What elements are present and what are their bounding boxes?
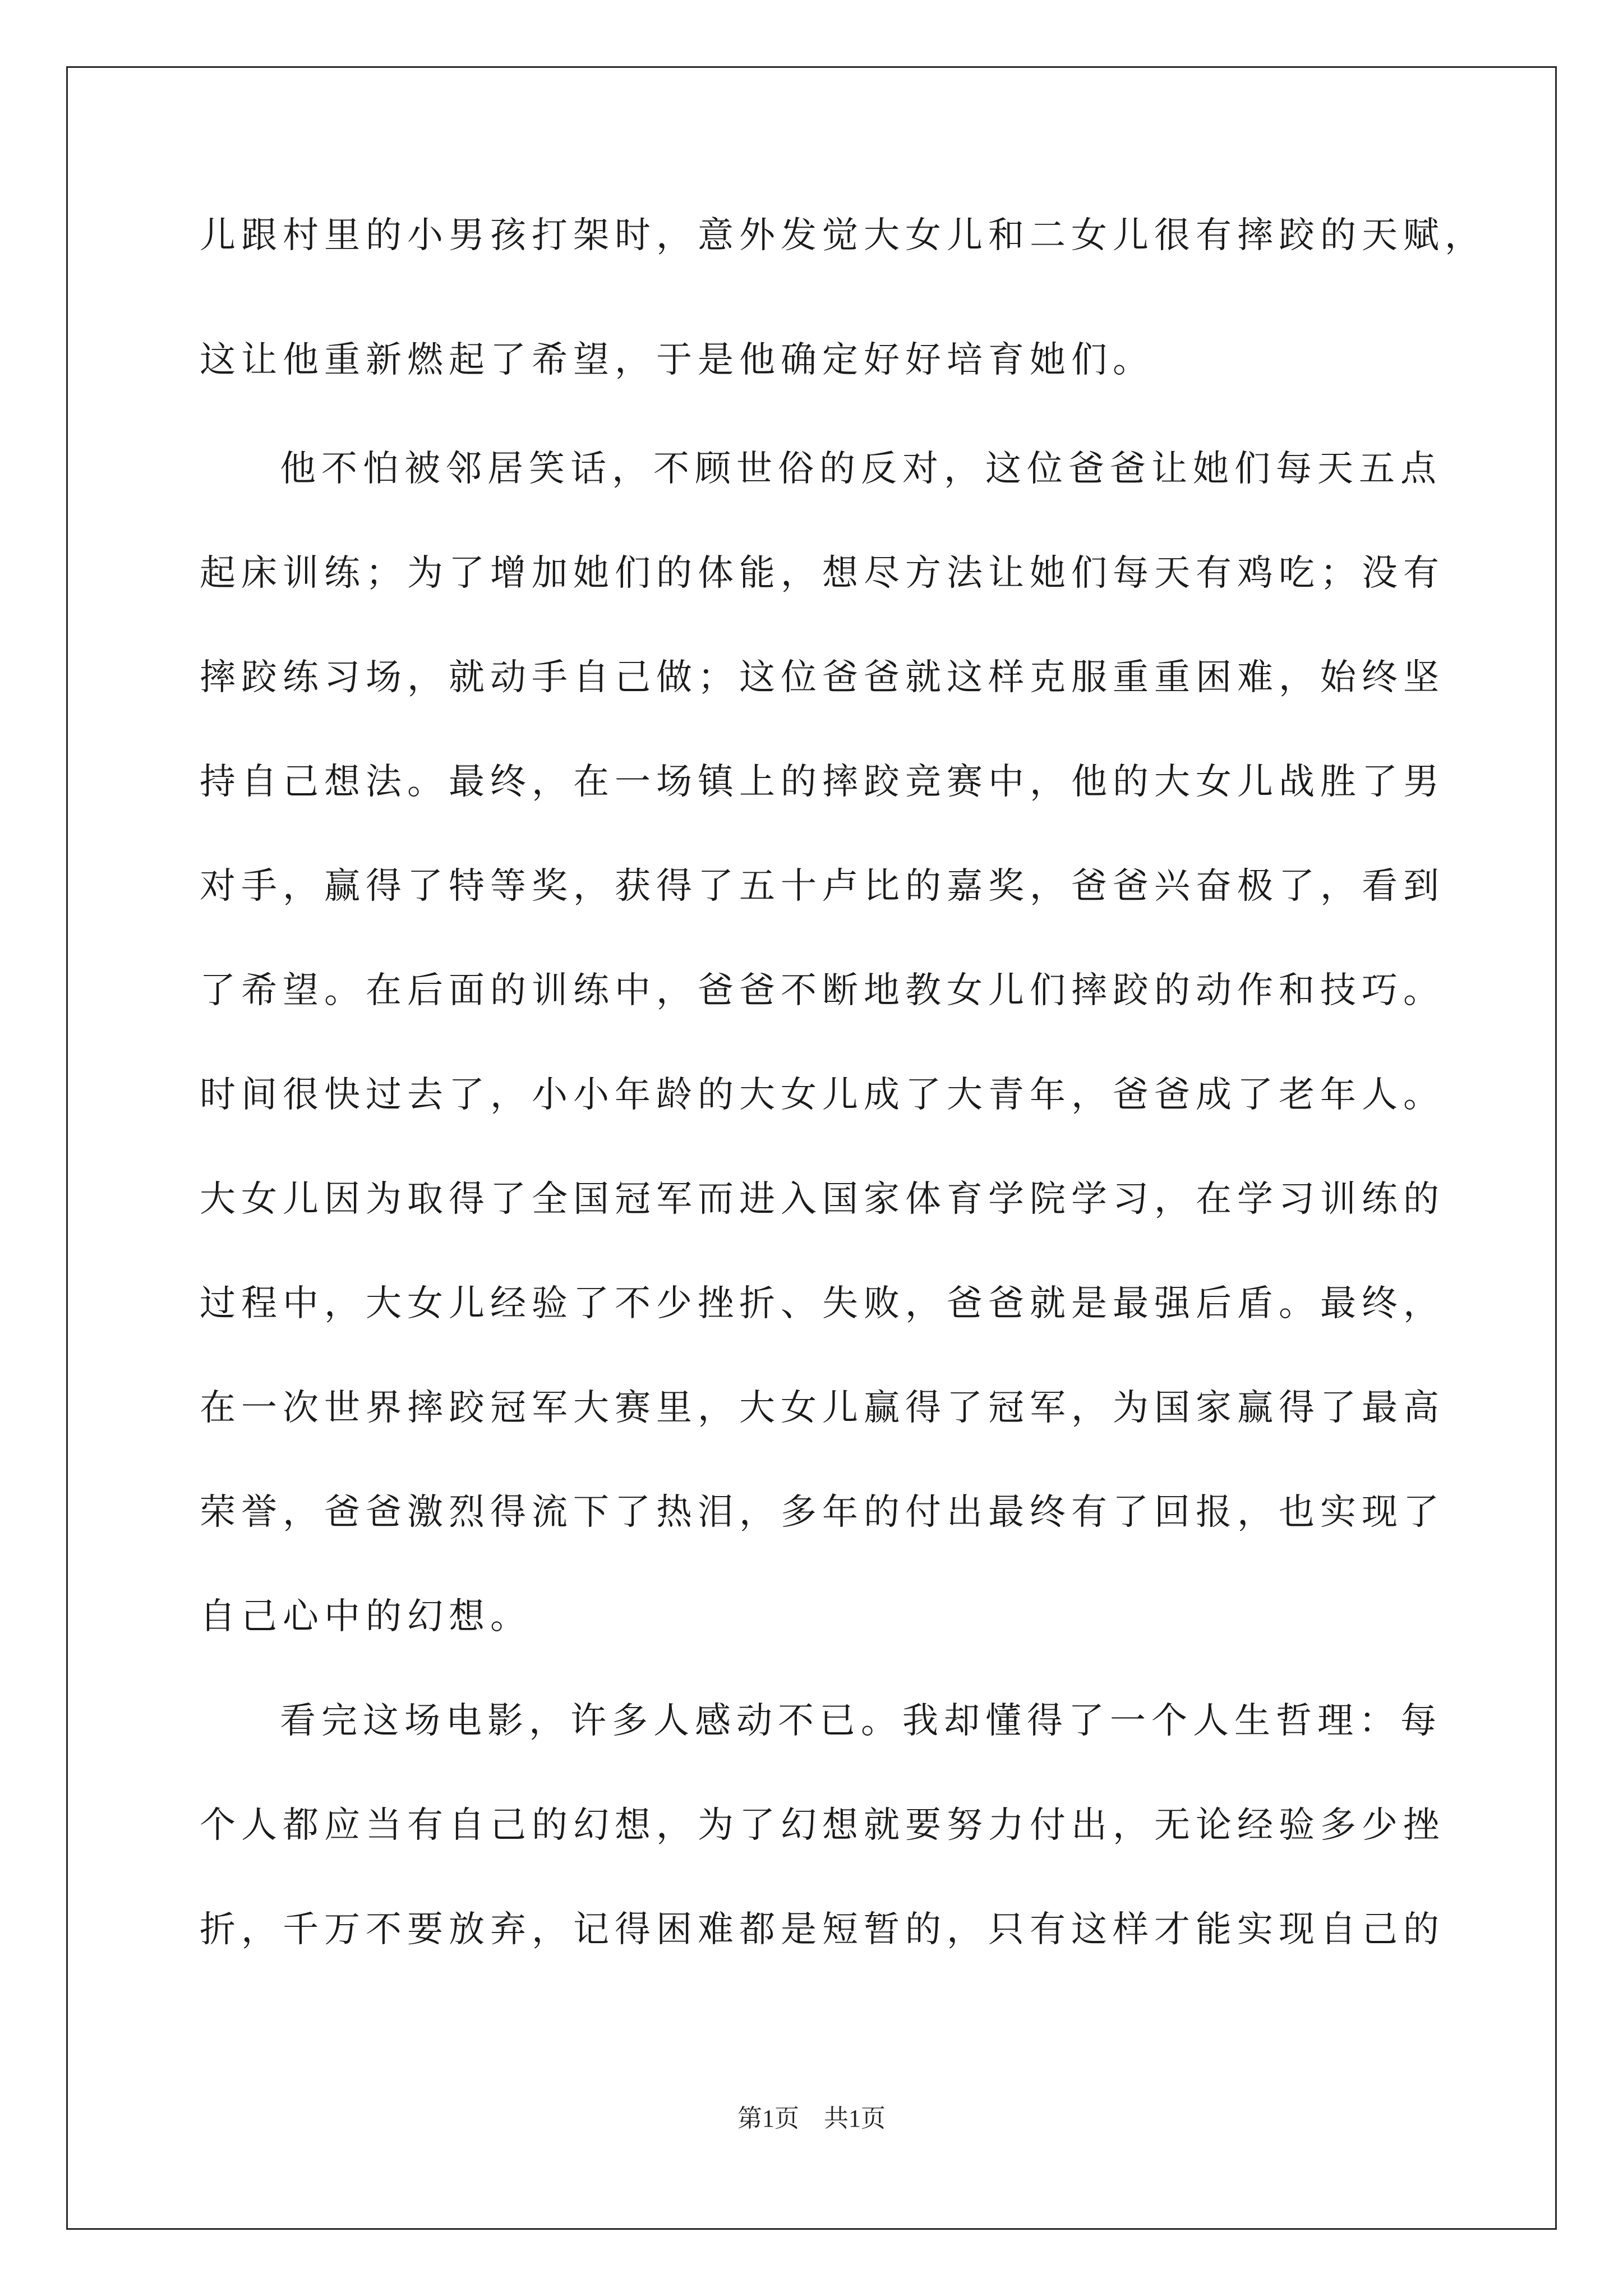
text-line: 持自己想法。最终，在一场镇上的摔跤竞赛中，他的大女儿战胜了男 [200, 761, 1445, 803]
text-line: 自己心中的幻想。 [200, 1596, 532, 1637]
text-line: 对手，赢得了特等奖，获得了五十卢比的嘉奖，爸爸兴奋极了，看到 [200, 866, 1445, 907]
text-line: 折，千万不要放弃，记得困难都是短暂的，只有这样才能实现自己的 [200, 1909, 1445, 1950]
text-line: 荣誉，爸爸激烈得流下了热泪，多年的付出最终有了回报，也实现了 [200, 1492, 1445, 1533]
text-line: 过程中，大女儿经验了不少挫折、失败，爸爸就是最强后盾。最终， [200, 1283, 1445, 1324]
text-line: 这让他重新燃起了希望，于是他确定好好培育她们。 [200, 339, 1154, 381]
text-line: 了希望。在后面的训练中，爸爸不断地教女儿们摔跤的动作和技巧。 [200, 970, 1445, 1011]
text-line: 起床训练；为了增加她们的体能，想尽方法让她们每天有鸡吃；没有 [200, 553, 1445, 594]
text-line: 儿跟村里的小男孩打架时，意外发觉大女儿和二女儿很有摔跤的天赋， [200, 215, 1486, 256]
text-line: 摔跤练习场，就动手自己做；这位爸爸就这样克服重重困难，始终坚 [200, 657, 1445, 698]
text-line: 时间很快过去了，小小年龄的大女儿成了大青年，爸爸成了老年人。 [200, 1074, 1445, 1116]
text-line: 个人都应当有自己的幻想，为了幻想就要努力付出，无论经验多少挫 [200, 1805, 1445, 1846]
text-line: 大女儿因为取得了全国冠军而进入国家体育学院学习，在学习训练的 [200, 1179, 1445, 1220]
text-line: 看完这场电影，许多人感动不已。我却懂得了一个人生哲理：每 [280, 1700, 1442, 1742]
text-line: 他不怕被邻居笑话，不顾世俗的反对，这位爸爸让她们每天五点 [280, 448, 1442, 490]
text-line: 在一次世界摔跤冠军大赛里，大女儿赢得了冠军，为国家赢得了最高 [200, 1387, 1445, 1429]
page-border [66, 66, 1557, 2230]
page-footer: 第1页 共1页 [737, 2105, 886, 2132]
